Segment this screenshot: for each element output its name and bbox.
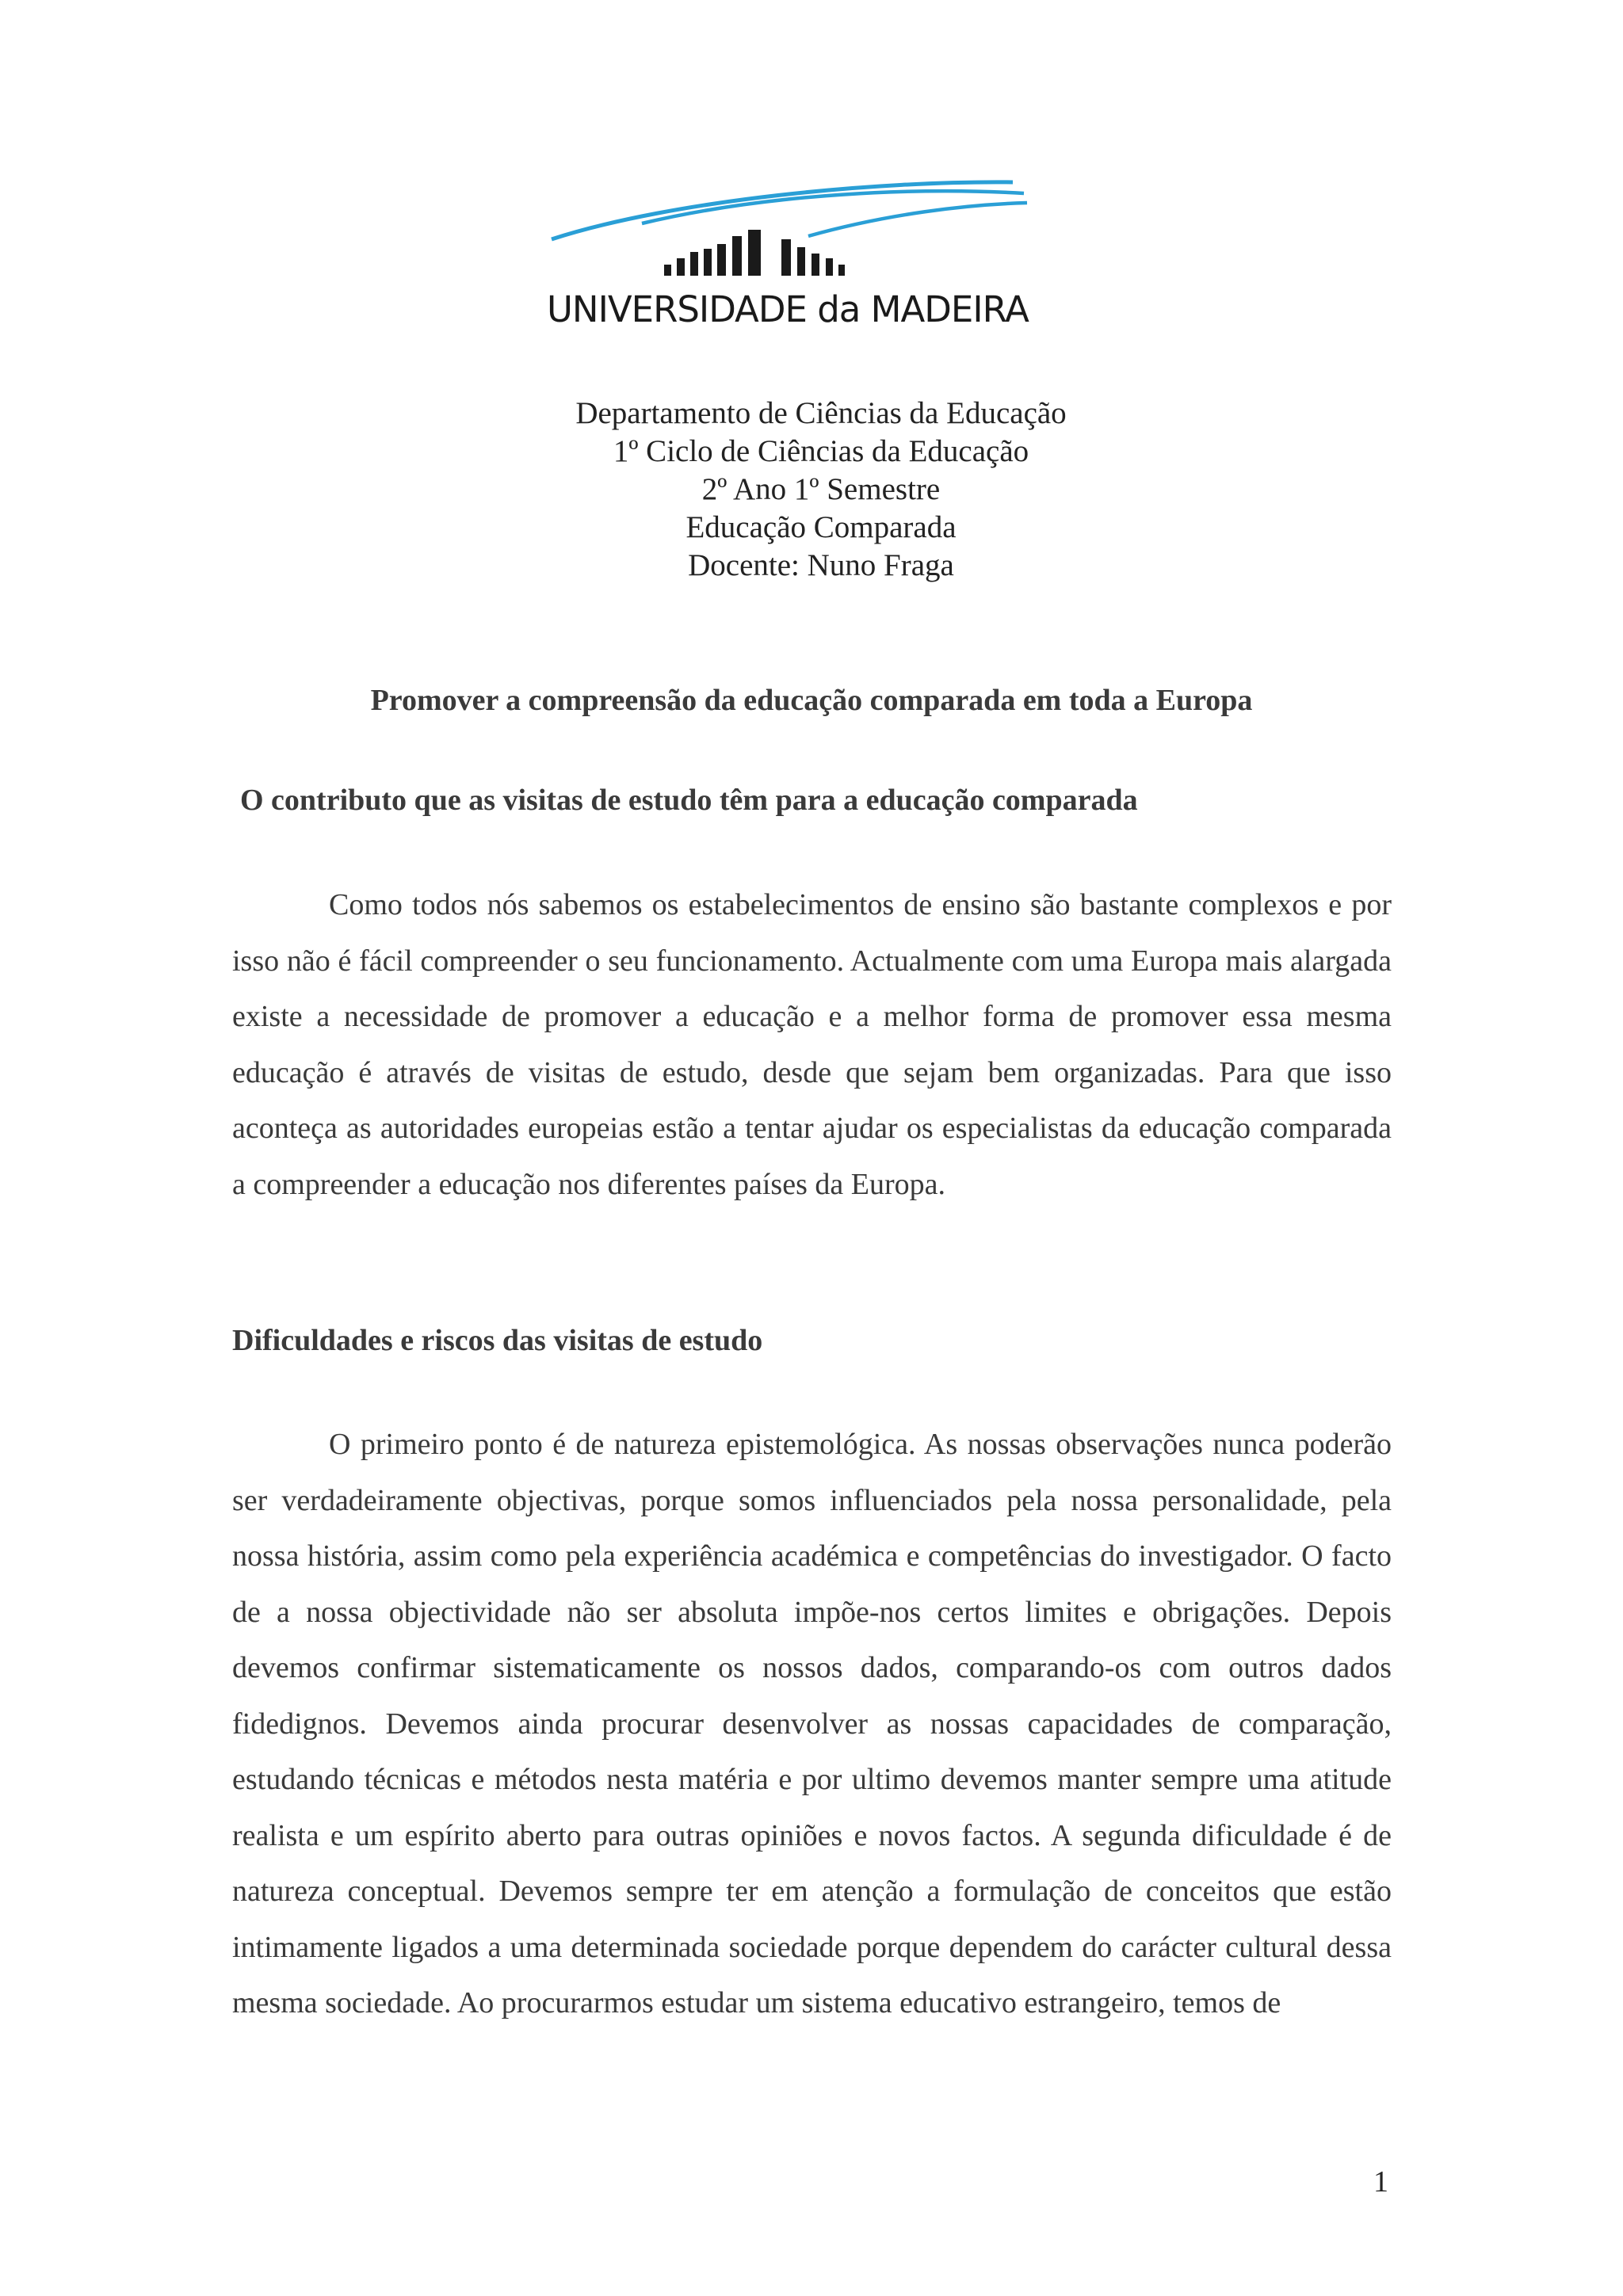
header-course: Educação Comparada bbox=[685, 510, 957, 544]
header-cycle: 1º Ciclo de Ciências da Educação bbox=[613, 434, 1029, 468]
header-department: Departamento de Ciências da Educação bbox=[575, 396, 1067, 430]
document-title: Promover a compreensão da educação comparada em toda a Europa bbox=[370, 684, 1253, 717]
page-number: 1 bbox=[1373, 2165, 1388, 2199]
logo-arc-3 bbox=[808, 203, 1027, 236]
header-teacher: Docente: Nuno Fraga bbox=[688, 548, 954, 582]
logo-graphic-icon bbox=[547, 176, 1054, 287]
university-logo bbox=[547, 176, 1054, 334]
section-heading: Dificuldades e riscos das visitas de estudo bbox=[232, 1324, 763, 1357]
course-header bbox=[0, 395, 1623, 585]
document-subtitle: O contributo que as visitas de estudo têm para a educação comparada bbox=[240, 784, 1138, 817]
logo-university-name: UNIVERSIDADE da MADEIRA bbox=[547, 288, 1029, 330]
header-year-semester: 2º Ano 1º Semestre bbox=[701, 472, 941, 506]
paragraph-difficulties: O primeiro ponto é de natureza epistemológica. As nossas observações nunca poderão ser verdadeiramente objectivas, porque somos influenciados pela nossa personalidade, pela nossa história, assim como pela experiência académica e competências do investigador. O facto de a nossa objectividade não ser absoluta impõe-nos certos limites e obrigações. Depois devemos confirmar sistematicamente os nossos dados, comparando-os com outros dados fidedignos. Devemos ainda procurar desenvolver as nossas capacidades de comparação, estudando técnicas e métodos nesta matéria e por ultimo devemos manter sempre uma atitude realista e um espírito aberto para outras opiniões e novos factos. A segunda dificuldade é de natureza conceptual. Devemos sempre ter em atenção a formulação de conceitos que estão intimamente ligados a uma determinada sociedade porque dependem do carácter cultural dessa mesma sociedade. Ao procurarmos estudar um sistema educativo estrangeiro, temos de bbox=[232, 1428, 1392, 2019]
paragraph-intro: Como todos nós sabemos os estabelecimentos de ensino são bastante complexos e por isso não é fácil compreender o seu funcionamento. Actualmente com uma Europa mais alargada existe a necessidade de promover a educação e a melhor forma de promover essa mesma educação é através de visitas de estudo, desde que sejam bem organizadas. Para que isso aconteça as autoridades europeias estão a tentar ajudar os especialistas da educação comparada a compreender a educação nos diferentes países da Europa. bbox=[232, 888, 1392, 1201]
